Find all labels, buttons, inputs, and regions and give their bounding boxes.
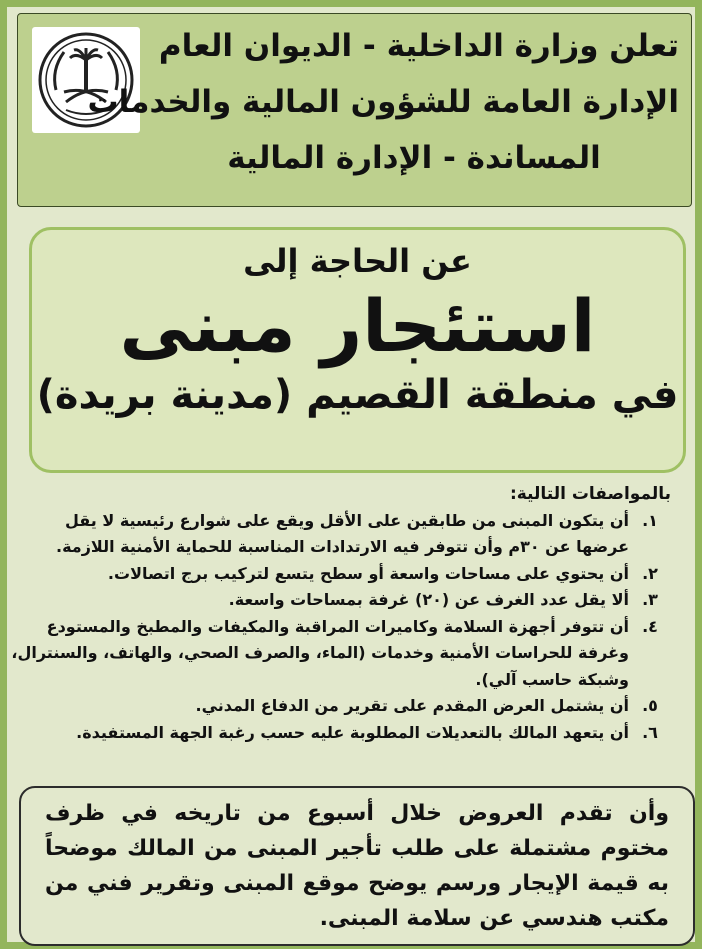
spec-text: أن يحتوي على مساحات واسعة أو سطح يتسع لتركيب برج اتصالات. — [107, 563, 629, 583]
spec-text: أن تتوفر أجهزة السلامة وكاميرات المراقبة والمكيفات والمطبخ والمستودع وغرفة للحراسات الأمنية وخدمات (الماء، والصرف الصحي، والهاتف، والسنترال، وشبكة حاسب آلي). — [11, 616, 629, 689]
spec-item — [11, 508, 671, 561]
headline-intro: عن الحاجة إلى — [243, 242, 472, 280]
spec-number: ١. — [642, 510, 658, 530]
spec-text: أن يشتمل العرض المقدم على تقرير من الدفاع المدني. — [195, 696, 629, 715]
header-box — [17, 13, 692, 207]
spec-number: ٤. — [642, 616, 658, 636]
spec-item — [11, 720, 671, 747]
specifications — [11, 481, 671, 746]
header-line-1: تعلن وزارة الداخلية - الديوان العام — [158, 28, 679, 64]
spec-text: أن يتكون المبنى من طابقين على الأقل ويقع على شوارع رئيسية لا يقل عرضها عن ٣٠م وأن تتوفر فيه الارتدادات المناسبة للحماية الأمنية اللازمة. — [56, 510, 629, 556]
spec-item — [11, 693, 671, 720]
spec-number: ٦. — [642, 722, 658, 742]
ministry-title — [87, 18, 679, 186]
header-line-2: الإدارة العامة للشؤون المالية والخدمات — [87, 84, 679, 120]
spec-item — [11, 614, 671, 694]
spec-item — [11, 587, 671, 614]
headline-location: في منطقة القصيم (مدينة بريدة) — [36, 372, 679, 418]
spec-text: أن يتعهد المالك بالتعديلات المطلوبة عليه حسب رغبة الجهة المستفيدة. — [76, 722, 629, 742]
spec-text: ألا يقل عدد الغرف عن (٢٠) غرفة بمساحات واسعة. — [228, 590, 629, 609]
spec-number: ٣. — [642, 590, 658, 609]
spec-item — [11, 561, 671, 588]
header-line-3: المساندة - الإدارة المالية — [227, 140, 601, 176]
spec-number: ٥. — [642, 696, 658, 715]
headline-main: استئجار مبنى — [119, 284, 596, 368]
headline-box — [29, 227, 686, 473]
submission-note: وأن تقدم العروض خلال أسبوع من تاريخه في ظرف مختوم مشتملة على طلب تأجير المبنى من المالك موضحاً به قيمة الإيجار ورسم يوضح موقع المبنى وتقرير فني من مكتب هندسي عن سلامة المبنى. — [45, 801, 669, 931]
specs-intro: بالمواصفات التالية: — [509, 484, 671, 504]
submission-note-box — [19, 786, 695, 946]
spec-number: ٢. — [642, 563, 658, 583]
